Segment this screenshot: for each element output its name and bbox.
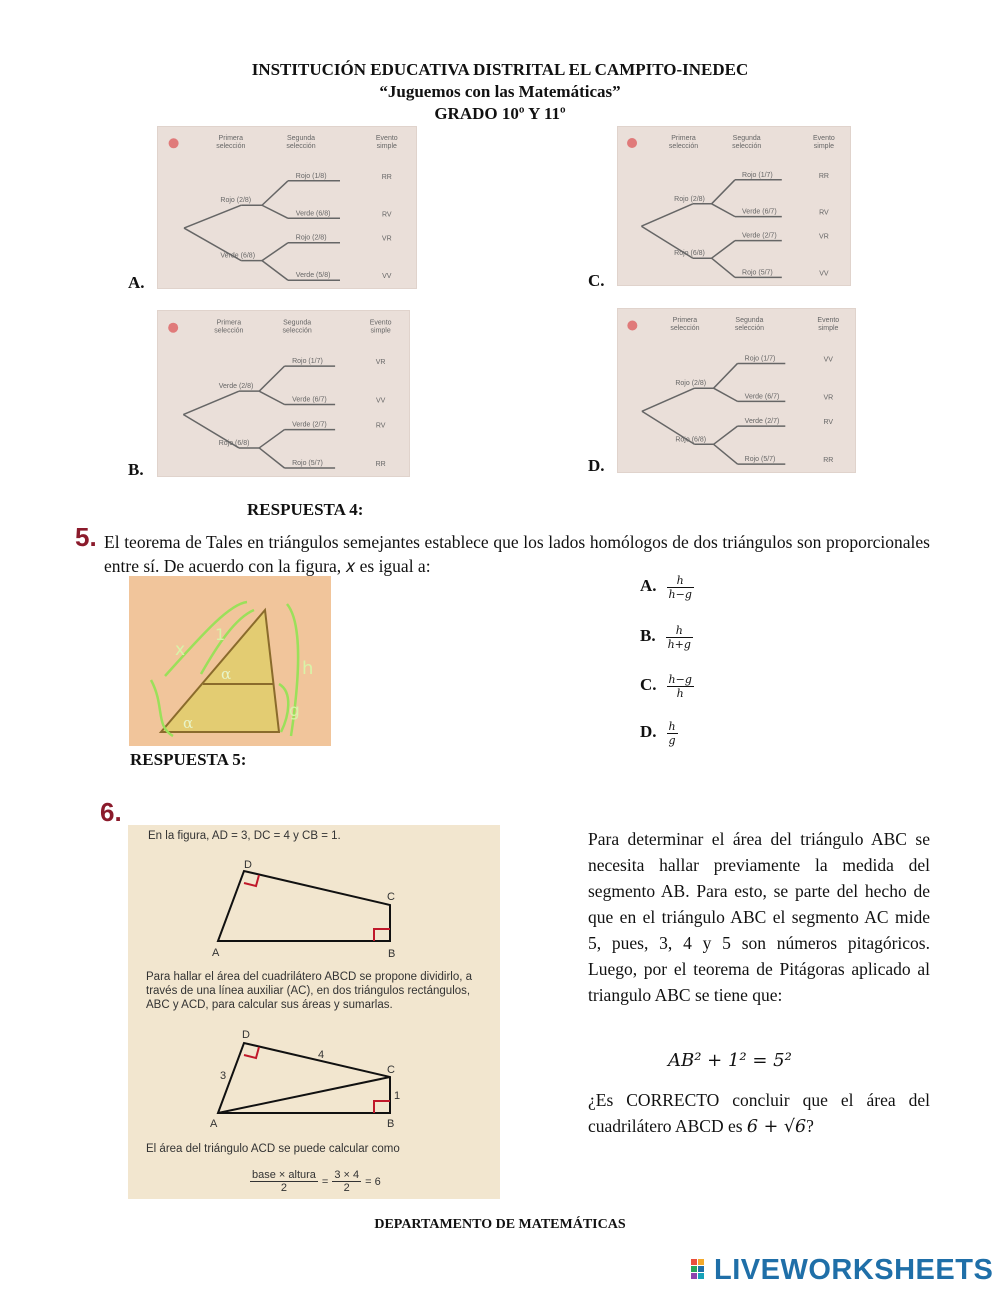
formula-eq: = <box>321 1175 329 1188</box>
first-selection-label: Rojo (6/8) <box>674 250 705 258</box>
tree-diagram-a <box>157 126 417 289</box>
simple-event-label: VV <box>823 356 833 364</box>
quadrilateral-abcd-diagram <box>128 853 500 965</box>
option-b-label[interactable]: B. <box>128 460 144 479</box>
column-header: Evento simple <box>375 135 398 151</box>
q5-option-b-den: ℎ+𝑔 <box>667 638 691 651</box>
second-selection-label: Verde (2/7) <box>292 421 327 429</box>
q5-option-d-den: 𝑔 <box>668 734 676 747</box>
tree-diagram-d <box>617 308 856 473</box>
point-d: D <box>244 859 252 871</box>
point-a: A <box>212 947 220 959</box>
pythagoras-equation: 𝐴𝐵² + 1² = 5² <box>668 1050 792 1071</box>
q5-option-d[interactable] <box>640 720 678 747</box>
simple-event-label: VR <box>819 233 829 241</box>
column-header: Primera selección <box>668 134 699 150</box>
simple-event-label: VV <box>382 273 392 281</box>
length-dc: 4 <box>318 1049 325 1061</box>
label-g: g <box>289 701 300 721</box>
column-header: Segunda selección <box>734 317 765 333</box>
q5-option-a[interactable] <box>640 574 694 601</box>
simple-event-label: VR <box>375 359 386 367</box>
column-header: Evento simple <box>817 317 840 333</box>
second-selection-label: Rojo (1/8) <box>295 172 327 180</box>
q5-option-c-den: ℎ <box>676 687 684 700</box>
thales-figure <box>129 576 331 746</box>
column-header: Evento simple <box>369 319 392 335</box>
label-alpha-top: α <box>221 665 232 683</box>
school-name: INSTITUCIÓN EDUCATIVA DISTRITAL EL CAMPITO-INEDEC <box>251 60 749 79</box>
liveworksheets-logo[interactable] <box>690 1254 993 1287</box>
option-c-label[interactable]: C. <box>588 271 605 290</box>
q5-option-c-num: ℎ−𝑔 <box>668 673 692 686</box>
simple-event-label: RR <box>381 173 392 181</box>
second-selection-label: Rojo (5/7) <box>292 459 323 467</box>
simple-event-label: RV <box>381 211 392 219</box>
second-selection-label: Verde (2/7) <box>744 418 780 426</box>
point-a-2: A <box>210 1118 218 1130</box>
second-selection-label: Verde (6/7) <box>292 396 327 404</box>
answer-4-label: RESPUESTA 4: <box>247 500 364 519</box>
question-6-number: 6. <box>100 797 122 827</box>
quadrilateral-figure <box>128 825 500 1199</box>
label-x: x <box>175 640 186 660</box>
q5-option-b-label: B. <box>640 626 656 646</box>
tree-lines <box>158 127 417 289</box>
label-1: 1 <box>215 625 226 644</box>
option-a-label[interactable]: A. <box>128 273 145 292</box>
question-6-question-text: ¿Es CORRECTO concluir que el área del cuadrilátero ABCD es <box>588 1090 930 1136</box>
option-badge-icon <box>627 321 637 331</box>
second-selection-label: Rojo (2/8) <box>295 234 327 242</box>
simple-event-label: RV <box>823 419 834 427</box>
column-header: Segunda selección <box>282 319 312 335</box>
answer-5-label: RESPUESTA 5: <box>130 750 247 769</box>
tree-diagram-b <box>157 310 410 477</box>
tree-diagram-c <box>617 126 851 286</box>
point-d-2: D <box>242 1029 250 1041</box>
question-6-math: 6 + √6 <box>746 1117 807 1137</box>
first-selection-label: Rojo (2/8) <box>675 380 707 388</box>
q5-option-a-num: ℎ <box>667 574 694 588</box>
option-badge-icon <box>168 323 178 333</box>
first-selection-label: Rojo (2/8) <box>674 195 705 203</box>
tree-lines <box>158 311 410 477</box>
triangle-split-diagram <box>128 1025 500 1135</box>
q5-option-c-label: C. <box>640 675 657 695</box>
simple-event-label: VV <box>819 270 829 278</box>
point-c: C <box>387 891 395 903</box>
length-cb: 1 <box>394 1090 401 1102</box>
simple-event-label: RV <box>819 209 829 217</box>
q5-option-d-num: ℎ <box>668 720 676 733</box>
formula-den1: 2 <box>280 1182 288 1194</box>
column-header: Primera selección <box>214 319 244 335</box>
simple-event-label: VR <box>823 394 834 402</box>
grade: GRADO 10º Y 11º <box>434 104 566 123</box>
first-selection-label: Rojo (2/8) <box>220 197 252 205</box>
question-6-paragraph: Para determinar el área del triángulo ABC se necesita hallar previamente la medida del segmento AB. Para esto, se parte del hecho de que en el triángulo ABC el segmento AC mide 5, pues, 3, 4 y 5 son números pitagóricos. Luego, por el teorema de Pitágoras aplicado al triangulo ABC se tiene que: <box>588 829 930 1005</box>
point-b: B <box>388 948 396 960</box>
q5-option-d-label: D. <box>640 722 657 742</box>
simple-event-label: RV <box>375 422 386 430</box>
subtitle: “Juguemos con las Matemáticas” <box>379 82 621 101</box>
first-selection-label: Rojo (6/8) <box>218 439 250 447</box>
q5-option-a-den: ℎ−𝑔 <box>668 588 692 601</box>
figure-bottom-text: El área del triángulo ACD se puede calcular como <box>146 1143 400 1155</box>
point-b-2: B <box>387 1118 395 1130</box>
department-footer: DEPARTAMENTO DE MATEMÁTICAS <box>374 1217 626 1232</box>
first-selection-label: Verde (2/8) <box>218 383 254 391</box>
second-selection-label: Verde (5/8) <box>295 272 331 280</box>
q5-option-c[interactable] <box>640 673 694 700</box>
q5-option-b-num: ℎ <box>666 624 693 638</box>
point-c-2: C <box>387 1064 395 1076</box>
column-header: Segunda selección <box>732 134 762 150</box>
option-badge-icon <box>169 138 179 148</box>
second-selection-label: Rojo (5/7) <box>744 456 776 464</box>
q5-option-a-label: A. <box>640 576 657 596</box>
simple-event-label: RR <box>823 457 834 465</box>
tree-lines <box>618 127 851 286</box>
figure-intro: En la figura, AD = 3, DC = 4 y CB = 1. <box>148 830 341 842</box>
tree-lines <box>618 309 856 473</box>
length-ad: 3 <box>220 1070 227 1082</box>
question-5-text: El teorema de Tales en triángulos semejantes establece que los lados homólogos de dos triángulos son proporcionales entre sí. De acuerdo con la figura, 𝑥 es igual a: <box>104 532 930 576</box>
option-badge-icon <box>627 138 637 148</box>
column-header: Primera selección <box>670 317 700 333</box>
second-selection-label: Rojo (5/7) <box>742 269 773 277</box>
question-6-question-end: ? <box>806 1116 814 1136</box>
formula-result: = 6 <box>365 1175 381 1188</box>
second-selection-label: Verde (6/7) <box>744 393 780 401</box>
question-6-question <box>588 1087 930 1140</box>
liveworksheets-brand: LIVEWORKSHEETS <box>714 1254 994 1286</box>
first-selection-label: Verde (6/8) <box>220 252 256 260</box>
second-selection-label: Verde (6/7) <box>742 208 777 216</box>
simple-event-label: VR <box>381 235 392 243</box>
thales-triangle-drawing <box>129 576 331 746</box>
column-header: Primera selección <box>216 135 246 151</box>
formula-den2: 2 <box>343 1182 350 1194</box>
second-selection-label: Rojo (1/7) <box>742 171 773 179</box>
formula-num2: 3 × 4 <box>334 1169 360 1181</box>
formula-num1: base × altura <box>252 1169 316 1181</box>
column-header: Evento simple <box>813 134 835 150</box>
q5-option-b[interactable] <box>640 624 693 651</box>
option-d-label[interactable]: D. <box>588 456 605 475</box>
second-selection-label: Verde (2/7) <box>742 232 777 240</box>
label-h: h <box>302 658 314 679</box>
simple-event-label: VV <box>375 397 386 405</box>
simple-event-label: RR <box>818 172 829 180</box>
liveworksheets-grid-icon <box>690 1258 714 1284</box>
second-selection-label: Rojo (1/7) <box>744 355 776 363</box>
area-formula <box>250 1169 381 1194</box>
second-selection-label: Rojo (1/7) <box>292 358 323 366</box>
figure-middle-text: Para hallar el área del cuadrilátero ABCD se propone dividirlo, a través de una línea auxiliar (AC), en dos triángulos rectángulos, ABC y ACD, para calcular sus áreas y sumarlas. <box>146 971 473 1011</box>
simple-event-label: RR <box>375 460 386 468</box>
first-selection-label: Rojo (6/8) <box>675 436 707 444</box>
question-5-number: 5. <box>75 522 97 552</box>
second-selection-label: Verde (6/8) <box>295 210 331 218</box>
column-header: Segunda selección <box>286 135 316 151</box>
label-alpha-bottom: α <box>183 714 194 732</box>
